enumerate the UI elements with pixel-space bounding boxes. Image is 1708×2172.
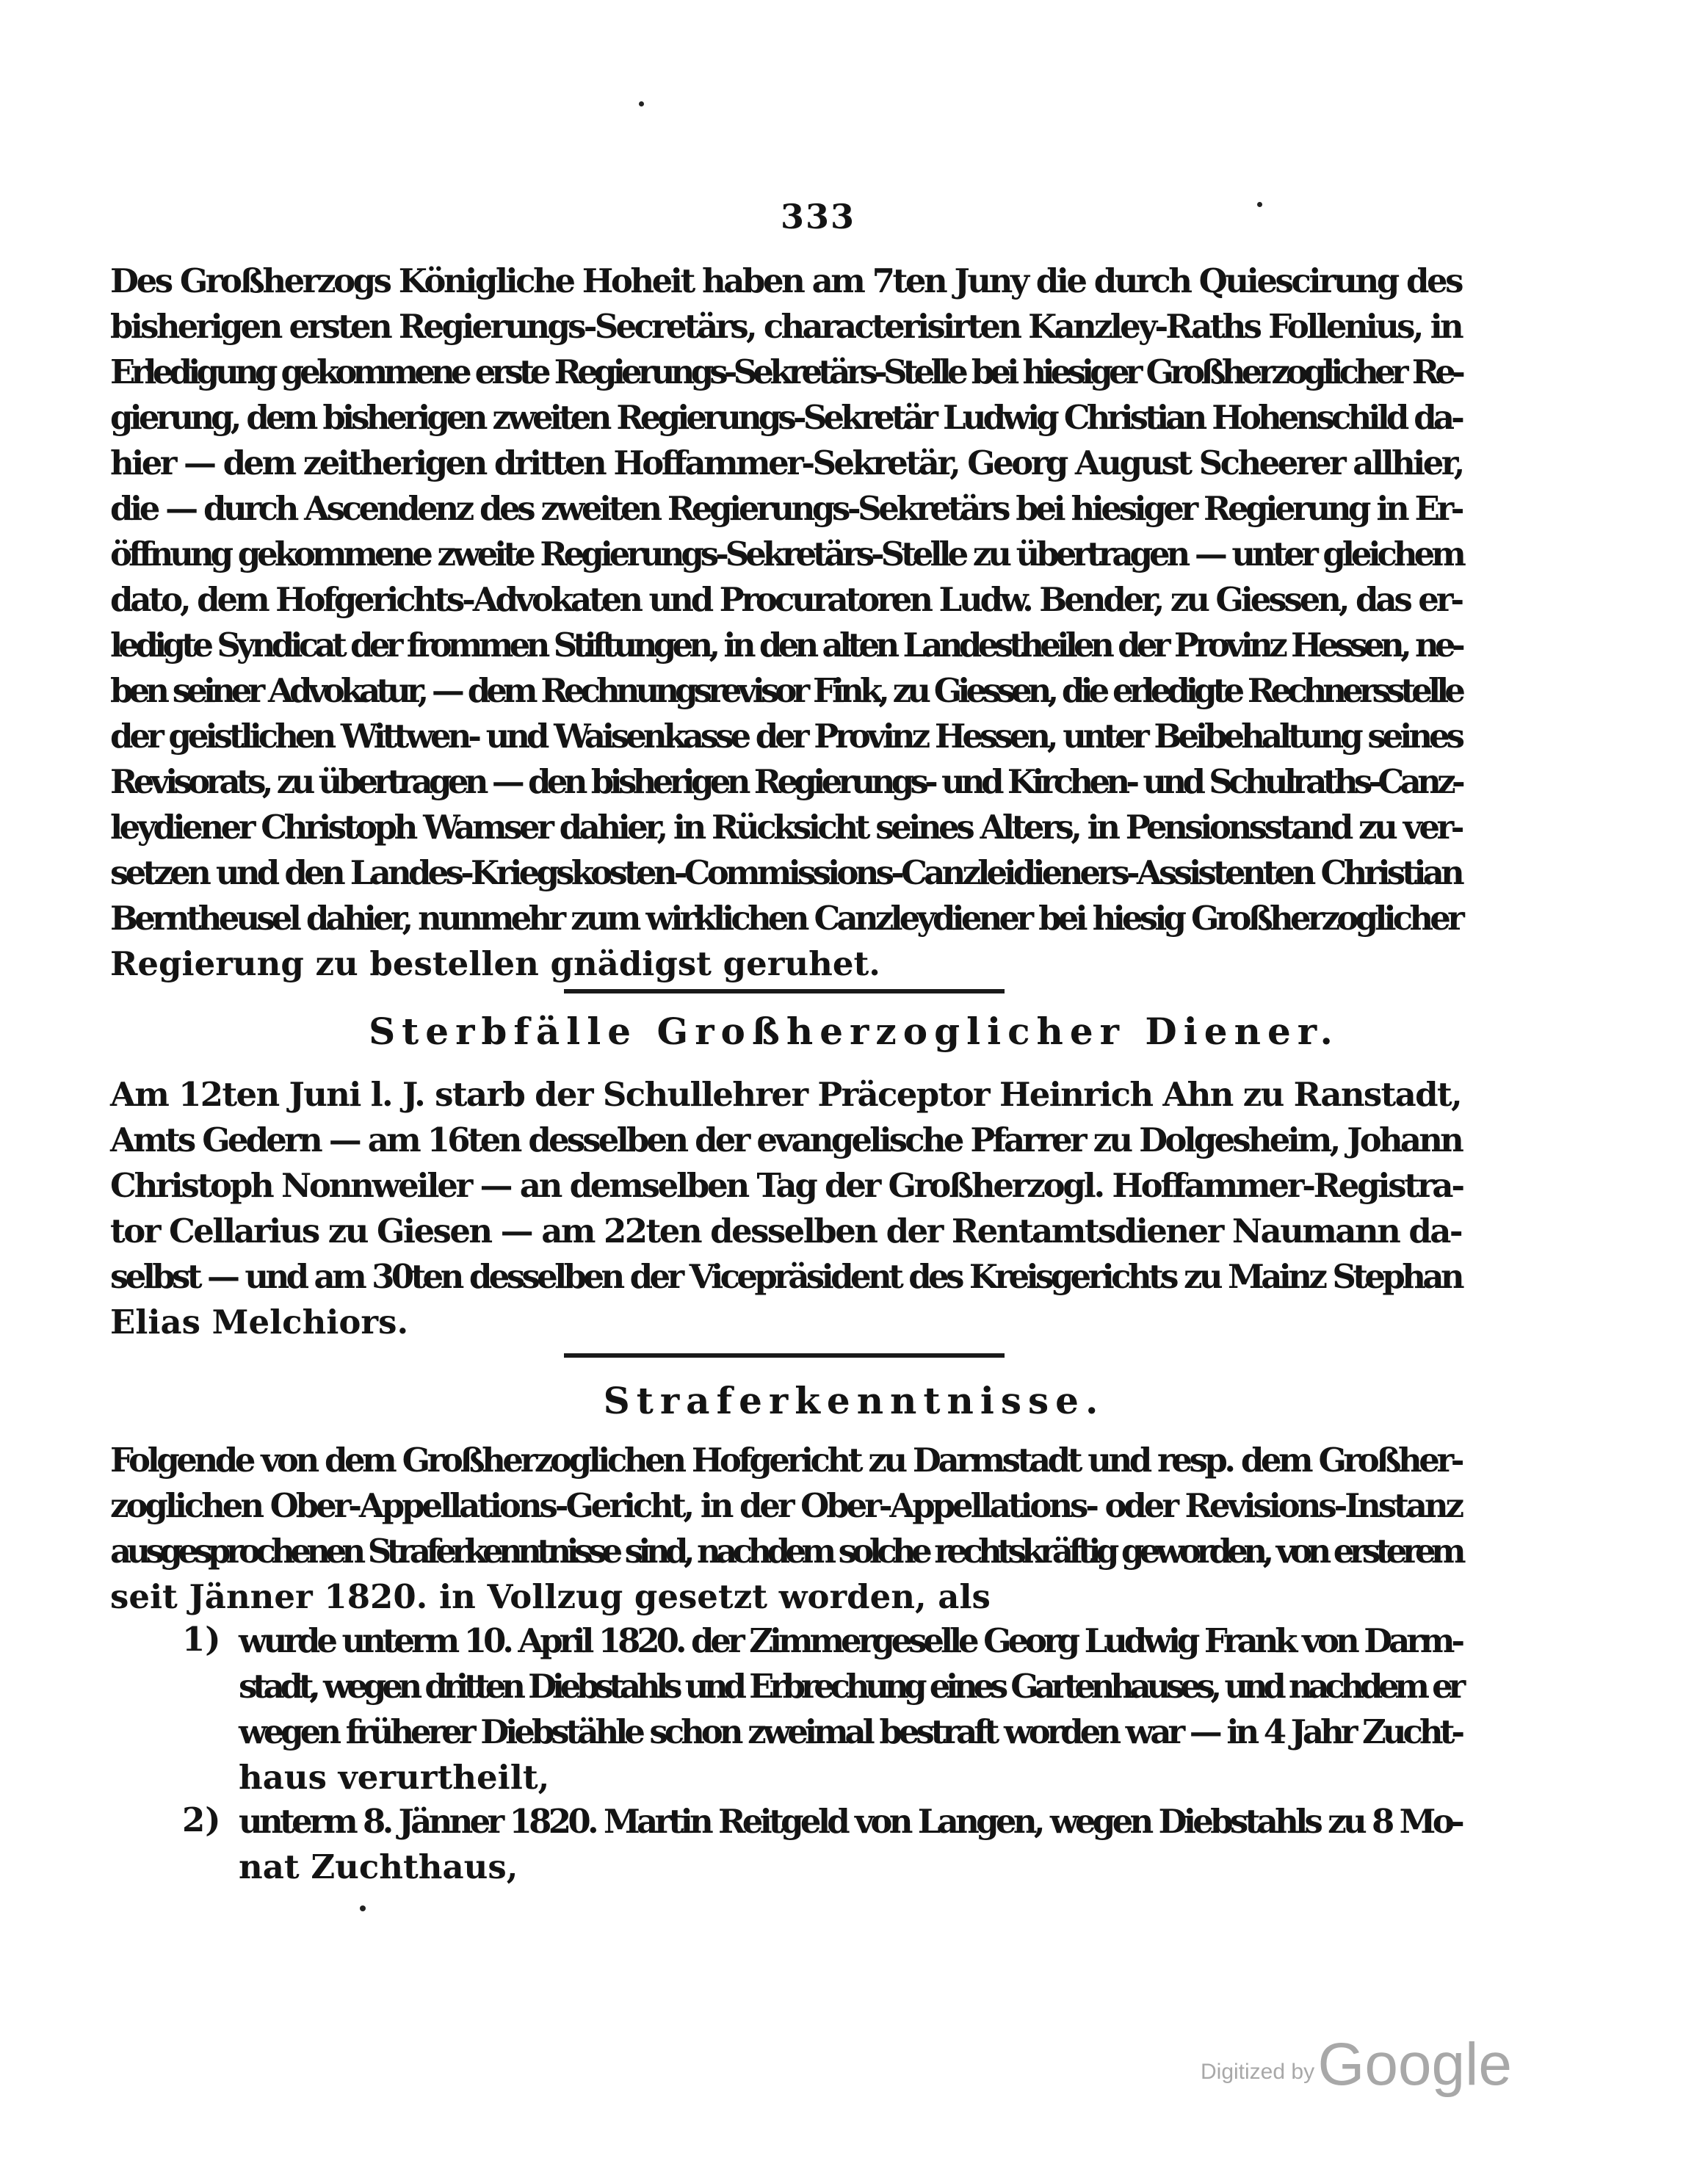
text-line: der geistlichen Wittwen- und Waisenkasse der Provinz Hessen, unter Beibehaltung seines: [110, 717, 1461, 756]
text-line: stadt, wegen dritten Diebstahls und Erbrechung eines Gartenhauses, und nachdem er: [239, 1667, 1461, 1706]
text-line: seit Jänner 1820. in Vollzug gesetzt worden, als: [110, 1577, 991, 1616]
text-line: Am 12ten Juni l. J. starb der Schullehrer Präceptor Heinrich Ahn zu Ranstadt,: [110, 1075, 1461, 1114]
section-divider: [564, 989, 1005, 993]
text-line: Amts Gedern — am 16ten desselben der evangelische Pfarrer zu Dolgesheim, Johann: [110, 1121, 1461, 1159]
text-line: zoglichen Ober-Appellations-Gericht, in der Ober-Appellations- oder Revisions-Instanz: [110, 1486, 1461, 1525]
text-line: Christoph Nonnweiler — an demselben Tag der Großherzogl. Hoffammer-Registra-: [110, 1166, 1463, 1205]
text-line: öffnung gekommene zweite Regierungs-Sekretärs-Stelle zu übertragen — unter gleichem: [110, 535, 1463, 573]
text-line: Regierung zu bestellen gnädigst geruhet.: [110, 944, 880, 983]
text-line: Revisorats, zu übertragen — den bisherigen Regierungs- und Kirchen- und Schulraths-Canz-: [110, 762, 1461, 801]
text-line: tor Cellarius zu Giesen — am 22ten desselben der Rentamtsdiener Naumann da-: [110, 1212, 1461, 1250]
text-line: ledigte Syndicat der frommen Stiftungen, in den alten Landestheilen der Provinz Hessen, ne-: [110, 626, 1461, 665]
deaths-paragraph: [110, 1072, 1461, 1345]
text-line: leydiener Christoph Wamser dahier, in Rücksicht seines Alters, in Pensionsstand zu ver-: [110, 808, 1461, 847]
scan-speck: [639, 101, 644, 106]
text-line: nat Zuchthaus,: [239, 1847, 518, 1886]
text-line: Erledigung gekommene erste Regierungs-Sekretärs-Stelle bei hiesiger Großherzoglicher Re-: [110, 352, 1462, 391]
text-line: setzen und den Landes-Kriegskosten-Commissions-Canzleidieners-Assistenten Christian: [110, 853, 1461, 892]
list-item: [239, 1799, 1461, 1890]
scan-speck: [360, 1905, 366, 1911]
text-line: die — durch Ascendenz des zweiten Regierungs-Sekretärs bei hiesiger Regierung in Er-: [110, 489, 1461, 528]
list-item-number: 2): [182, 1800, 221, 1839]
section-divider: [564, 1353, 1005, 1358]
announcement-paragraph: [110, 258, 1461, 987]
digitized-by-google-watermark: [1201, 2030, 1512, 2099]
list-item-number: 1): [182, 1620, 221, 1659]
text-line: haus verurtheilt,: [239, 1758, 550, 1797]
text-line: Des Großherzogs Königliche Hoheit haben am 7ten Juny die durch Quiescirung des: [110, 261, 1461, 300]
list-item: [239, 1618, 1461, 1800]
watermark-prefix: Digitized by: [1201, 2060, 1315, 2084]
text-line: Berntheusel dahier, nunmehr zum wirklichen Canzleydiener bei hiesig Großherzoglicher: [110, 899, 1461, 938]
watermark-brand: Google: [1317, 2031, 1512, 2098]
text-line: dato, dem Hofgerichts-Advokaten und Procuratoren Ludw. Bender, zu Giessen, das er-: [110, 580, 1461, 619]
text-line: bisherigen ersten Regierungs-Secretärs, characterisirten Kanzley-Raths Follenius, in: [110, 307, 1461, 346]
text-line: hier — dem zeitherigen dritten Hoffammer-Sekretär, Georg August Scheerer allhier,: [110, 444, 1463, 482]
text-line: ben seiner Advokatur, — dem Rechnungsrevisor Fink, zu Giessen, die erledigte Rechnersstelle: [110, 671, 1461, 710]
text-line: ausgesprochenen Straferkenntnisse sind, nachdem solche rechtskräftig geworden, von ersterem: [110, 1532, 1461, 1571]
section-heading-penalties: Straferkenntnisse.: [603, 1379, 1105, 1422]
section-heading-deaths: Sterbfälle Großherzoglicher Diener.: [369, 1010, 1339, 1053]
text-line: Elias Melchiors.: [110, 1303, 409, 1342]
text-line: gierung, dem bisherigen zweiten Regierungs-Sekretär Ludwig Christian Hohenschild da-: [110, 398, 1461, 437]
text-line: Folgende von dem Großherzoglichen Hofgericht zu Darmstadt und resp. dem Großher-: [110, 1441, 1461, 1480]
penalties-intro-paragraph: [110, 1438, 1461, 1620]
text-line: wurde unterm 10. April 1820. der Zimmergeselle Georg Ludwig Frank von Darm-: [239, 1621, 1461, 1660]
text-line: selbst — und am 30ten desselben der Vicepräsident des Kreisgerichts zu Mainz Stephan: [110, 1257, 1461, 1296]
text-line: unterm 8. Jänner 1820. Martin Reitgeld von Langen, wegen Diebstahls zu 8 Mo-: [239, 1802, 1461, 1841]
text-line: wegen früherer Diebstähle schon zweimal bestraft worden war — in 4 Jahr Zucht-: [239, 1712, 1461, 1751]
scan-speck: [1257, 202, 1262, 207]
page-number: 333: [781, 197, 856, 236]
